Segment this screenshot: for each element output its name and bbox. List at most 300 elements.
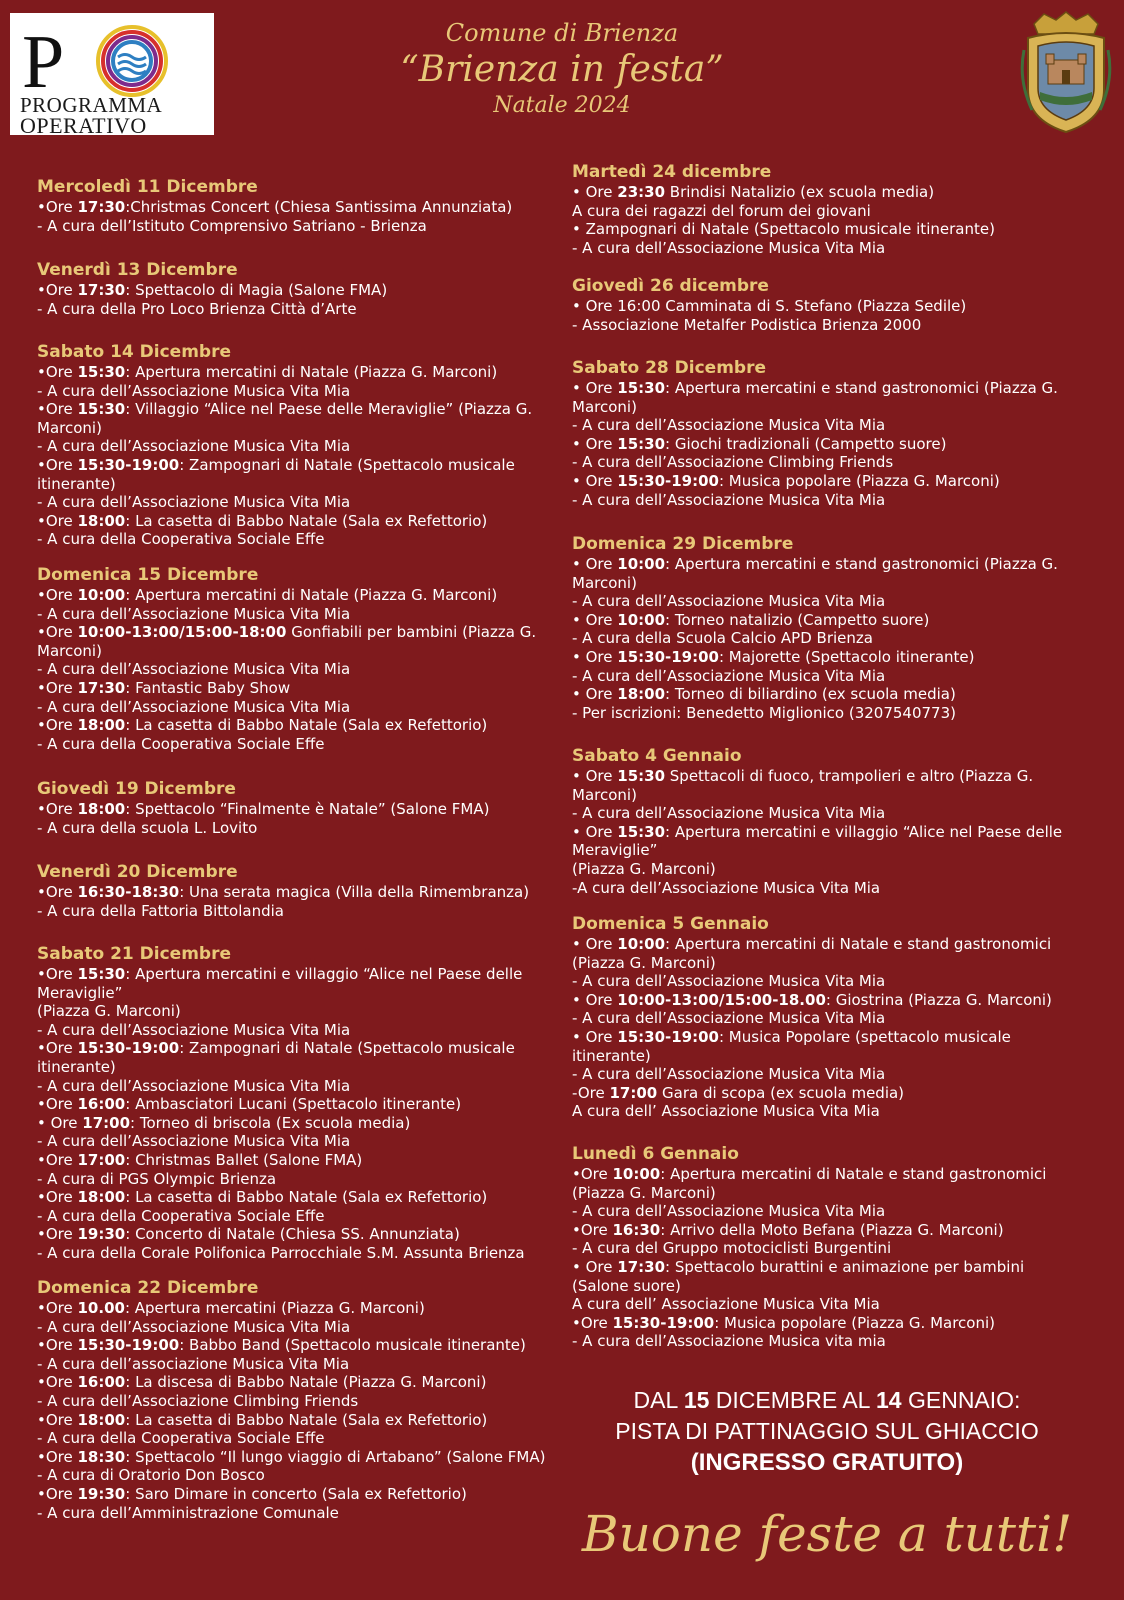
event-line xyxy=(572,704,1058,723)
banner-start-day: 15 xyxy=(683,1387,710,1413)
day-block xyxy=(37,342,532,549)
event-text: - A cura dell’Associazione Musica Vita Mia xyxy=(37,1020,351,1039)
event-line xyxy=(572,316,966,335)
event-time: 10:00 xyxy=(77,586,126,604)
event-line xyxy=(37,819,489,838)
event-line xyxy=(37,419,532,438)
day-title: Lunedì 6 Gennaio xyxy=(572,1144,739,1164)
event-time: 23:30 xyxy=(617,183,666,201)
day-title: Domenica 15 Dicembre xyxy=(37,565,259,585)
event-line xyxy=(572,1184,1046,1203)
page-header xyxy=(0,18,1124,120)
event-prefix: •Ore xyxy=(37,1095,78,1114)
event-text: - A cura del Gruppo motociclisti Burgentini xyxy=(572,1239,892,1258)
event-text: - A cura dell’Associazione Musica Vita Mia xyxy=(37,1132,351,1151)
day-block xyxy=(572,276,966,334)
event-text: - A cura dell’associazione Musica Vita Mia xyxy=(37,1354,350,1373)
event-text: Marconi) xyxy=(572,397,637,416)
event-line xyxy=(37,1411,545,1430)
event-line xyxy=(572,935,1052,954)
event-line xyxy=(572,1047,1052,1066)
event-time: 17:00 xyxy=(77,1150,126,1169)
event-line xyxy=(572,472,1058,491)
event-prefix: •Ore xyxy=(37,1336,78,1355)
event-line xyxy=(572,453,1058,472)
event-text: - A cura dell’Associazione Musica Vita Mia xyxy=(572,1009,886,1028)
event-text: : Spettacolo burattini e animazione per bambini xyxy=(665,1257,1025,1276)
event-prefix: •Ore xyxy=(572,1313,613,1332)
event-time: 15:30 xyxy=(617,379,666,397)
banner-dates-text: GENNAIO: xyxy=(901,1387,1021,1413)
event-text: - Per iscrizioni: Benedetto Miglionico (3207540773) xyxy=(572,703,956,722)
event-text: : Christmas Ballet (Salone FMA) xyxy=(125,1150,363,1169)
event-text: : Apertura mercatini e stand gastronomici (Piazza G. xyxy=(665,555,1058,573)
event-time: 19:30 xyxy=(77,1225,126,1244)
event-line xyxy=(572,648,1058,667)
event-line xyxy=(572,491,1058,510)
event-line xyxy=(572,879,1062,898)
event-text: - Associazione Metalfer Podistica Brienza 2000 xyxy=(572,315,922,334)
event-line xyxy=(572,239,995,258)
event-time: 15:30-19:00 xyxy=(612,1313,715,1332)
event-text: - A cura di PGS Olympic Brienza xyxy=(37,1169,277,1188)
event-text: (Piazza G. Marconi) xyxy=(37,1002,181,1021)
event-prefix: •Ore xyxy=(37,1150,78,1169)
event-text: : Saro Dimare in concerto (Sala ex Refettorio) xyxy=(125,1484,467,1503)
event-line xyxy=(572,1165,1046,1184)
event-time: 15:30-19:00 xyxy=(617,1027,719,1046)
event-text: (Piazza G. Marconi) xyxy=(572,953,716,972)
event-line xyxy=(37,437,532,456)
event-line xyxy=(37,1170,525,1189)
event-line xyxy=(37,586,536,605)
day-block xyxy=(572,1144,1046,1351)
event-text: : Majorette (Spettacolo itinerante) xyxy=(718,647,975,666)
event-line xyxy=(37,1077,525,1096)
day-block xyxy=(37,565,536,753)
event-text: : Concerto di Natale (Chiesa SS. Annunziata) xyxy=(125,1225,460,1244)
day-title: Domenica 22 Dicembre xyxy=(37,1278,259,1298)
event-line xyxy=(37,1207,525,1226)
day-title: Domenica 5 Gennaio xyxy=(572,914,769,934)
event-text: -A cura dell’Associazione Musica Vita Mia xyxy=(572,878,881,897)
event-text: Spettacoli di fuoco, trampolieri e altro (Piazza G. xyxy=(665,767,1034,785)
event-time: 10:00-13:00/15:00-18.00 xyxy=(617,990,826,1009)
event-text: : Musica Popolare (spettacolo musicale xyxy=(718,1027,1011,1046)
day-title: Giovedì 26 dicembre xyxy=(572,276,769,296)
event-time: 18:00 xyxy=(77,800,126,818)
event-text: : Apertura mercatini e stand gastronomici (Piazza G. xyxy=(665,379,1058,397)
event-line xyxy=(572,823,1062,842)
event-line xyxy=(37,984,525,1003)
event-line xyxy=(572,1009,1052,1028)
event-prefix: • Ore xyxy=(572,1027,618,1046)
event-time: 16:00 xyxy=(77,1373,126,1392)
event-prefix: •Ore xyxy=(37,1039,78,1058)
banner-dates xyxy=(572,1385,1082,1416)
event-time: 15:30-19:00 xyxy=(617,471,719,490)
event-line xyxy=(37,400,532,419)
event-prefix: • Ore xyxy=(572,822,618,841)
event-text: - A cura dell’Associazione Musica Vita Mia xyxy=(572,238,886,257)
event-prefix: • Ore xyxy=(572,1257,618,1276)
event-text: Brindisi Natalizio (ex scuola media) xyxy=(665,183,935,201)
event-time: 15:30-19:00 xyxy=(77,1039,180,1058)
event-text: : Musica popolare (Piazza G. Marconi) xyxy=(718,471,1000,490)
event-line xyxy=(37,512,532,531)
event-prefix: • Ore xyxy=(572,555,618,573)
event-line xyxy=(37,698,536,717)
event-line xyxy=(572,416,1058,435)
event-line xyxy=(572,1277,1046,1296)
event-text: - A cura dell’Associazione Climbing Friends xyxy=(37,1391,359,1410)
event-text: : La discesa di Babbo Natale (Piazza G. Marconi) xyxy=(125,1373,487,1392)
event-text: itinerante) xyxy=(572,1046,651,1065)
event-line xyxy=(572,972,1052,991)
event-subtitle: Natale 2024 xyxy=(493,93,631,118)
event-time: 17:30 xyxy=(617,1257,666,1276)
event-line xyxy=(37,1095,525,1114)
banner-rink: PISTA DI PATTINAGGIO SUL GHIACCIO xyxy=(615,1418,1039,1444)
event-line xyxy=(572,183,995,202)
event-time: 18:00 xyxy=(77,511,126,530)
event-line xyxy=(37,800,489,819)
event-prefix: •Ore xyxy=(572,1165,613,1183)
event-text: : Musica popolare (Piazza G. Marconi) xyxy=(714,1313,995,1332)
event-line xyxy=(572,1332,1046,1351)
event-text: : Apertura mercatini di Natale (Piazza G. Marconi) xyxy=(125,586,498,604)
banner-free-entry: (INGRESSO GRATUITO) xyxy=(690,1449,964,1476)
event-text: : Apertura mercatini e villaggio “Alice nel Paese delle xyxy=(665,822,1063,841)
event-text: - A cura della Scuola Calcio APD Brienza xyxy=(572,629,873,648)
event-line xyxy=(37,1448,545,1467)
event-line xyxy=(37,1114,525,1133)
event-text: • Ore 16:00 Camminata di S. Stefano (Piazza Sedile) xyxy=(572,297,967,315)
event-time: 16:30-18:30 xyxy=(77,883,180,901)
event-text: : Giostrina (Piazza G. Marconi) xyxy=(825,990,1052,1009)
event-line xyxy=(37,642,536,661)
event-line xyxy=(37,493,532,512)
event-text: A cura dei ragazzi del forum dei giovani xyxy=(572,201,871,220)
event-text: (Salone suore) xyxy=(572,1276,681,1295)
day-title: Mercoledì 11 Dicembre xyxy=(37,177,258,197)
event-time: 19:30 xyxy=(77,1484,126,1503)
event-prefix: •Ore xyxy=(37,678,78,697)
event-line xyxy=(572,767,1062,786)
event-text: : Torneo di briscola (Ex scuola media) xyxy=(130,1113,411,1132)
event-text: A cura dell’ Associazione Musica Vita Mia xyxy=(572,1102,880,1121)
event-line xyxy=(37,1318,545,1337)
event-text: : Apertura mercatini (Piazza G. Marconi) xyxy=(124,1299,425,1317)
event-text: : Spettacolo “Il lungo viaggio di Artabano” (Salone FMA) xyxy=(125,1447,546,1466)
event-prefix: • Ore xyxy=(572,685,618,704)
event-line xyxy=(572,1102,1052,1121)
event-line xyxy=(572,202,995,221)
event-prefix: • Ore xyxy=(572,434,618,453)
event-text: : Spettacolo di Magia (Salone FMA) xyxy=(125,281,388,299)
event-line xyxy=(572,1084,1052,1103)
event-line xyxy=(572,297,966,316)
municipality-title: Comune di Brienza xyxy=(445,19,679,47)
event-text: : Ambasciatori Lucani (Spettacolo itinerante) xyxy=(125,1095,462,1114)
event-line xyxy=(37,530,532,549)
event-text: - A cura dell’Associazione Musica Vita Mia xyxy=(37,493,351,512)
event-prefix: •Ore xyxy=(37,1447,78,1466)
event-text: itinerante) xyxy=(37,474,116,493)
event-line xyxy=(37,1039,525,1058)
event-time: 17:00 xyxy=(609,1083,658,1102)
day-block xyxy=(37,862,529,920)
event-text: - A cura della Cooperativa Sociale Effe xyxy=(37,734,325,753)
event-line xyxy=(572,860,1062,879)
event-text: - A cura dell’Associazione Musica Vita Mia xyxy=(37,1076,351,1095)
event-prefix: •Ore xyxy=(37,716,78,735)
event-line xyxy=(37,1355,545,1374)
event-text: : Spettacolo “Finalmente è Natale” (Salone FMA) xyxy=(125,800,490,818)
day-block xyxy=(572,746,1062,897)
day-title: Domenica 29 Dicembre xyxy=(572,534,794,554)
event-text: : La casetta di Babbo Natale (Sala ex Refettorio) xyxy=(125,1188,488,1207)
event-line xyxy=(37,1058,525,1077)
event-prefix: • Ore xyxy=(572,935,618,953)
event-time: 15:30-19:00 xyxy=(77,455,180,474)
event-text: - A cura dell’Associazione Musica Vita Mia xyxy=(37,1317,351,1336)
day-title: Sabato 28 Dicembre xyxy=(572,358,766,378)
event-text: - A cura della scuola L. Lovito xyxy=(37,818,258,837)
event-line xyxy=(572,574,1058,593)
event-text: - A cura dell’Associazione Musica Vita Mia xyxy=(37,697,351,716)
event-line xyxy=(572,592,1058,611)
event-line xyxy=(37,1188,525,1207)
event-text: - A cura dell’Associazione Musica Vita Mia xyxy=(572,804,886,823)
event-line xyxy=(572,667,1058,686)
event-text: - A cura dell’Associazione Musica Vita Mia xyxy=(572,972,886,991)
event-time: 10:00-13:00/15:00-18:00 xyxy=(77,623,287,642)
event-text: - A cura della Cooperativa Sociale Effe xyxy=(37,1206,325,1225)
event-line xyxy=(37,475,532,494)
event-prefix: •Ore xyxy=(572,1220,613,1239)
municipal-crest-icon xyxy=(1018,10,1114,136)
logo-line-2: OPERATIVO xyxy=(20,113,147,138)
event-line xyxy=(37,281,387,300)
event-text: - A cura della Pro Loco Brienza Città d’Arte xyxy=(37,299,357,318)
event-text: - A cura dell’Associazione Musica Vita Mia xyxy=(37,437,351,456)
event-text: (Piazza G. Marconi) xyxy=(572,1183,716,1202)
event-prefix: • Ore xyxy=(572,767,618,785)
event-text: - A cura dell’Associazione Musica Vita Mia xyxy=(37,604,351,623)
event-line xyxy=(37,382,532,401)
event-text: A cura dell’ Associazione Musica Vita Mia xyxy=(572,1295,880,1314)
event-line xyxy=(37,1504,545,1523)
event-time: 15:30 xyxy=(77,965,126,983)
event-text: - A cura dell’Associazione Musica Vita Mia xyxy=(572,1065,886,1084)
event-line xyxy=(37,300,387,319)
event-text: : Torneo di biliardino (ex scuola media) xyxy=(665,685,956,704)
day-block xyxy=(572,162,995,257)
event-text: - A cura dell’Associazione Musica Vita Mia xyxy=(572,592,886,611)
event-prefix: •Ore xyxy=(37,1410,78,1429)
event-line xyxy=(572,398,1058,417)
event-text: : Apertura mercatini di Natale e stand gastronomici xyxy=(665,935,1052,953)
event-line xyxy=(37,1002,525,1021)
event-text: : Babbo Band (Spettacolo musicale itinerante) xyxy=(179,1336,526,1355)
event-time: 10:00 xyxy=(612,1165,661,1183)
event-line xyxy=(37,623,536,642)
event-line xyxy=(572,1258,1046,1277)
event-prefix: •Ore xyxy=(37,1225,78,1244)
event-time: 18:30 xyxy=(77,1447,126,1466)
event-line xyxy=(572,1028,1052,1047)
banner-dates-text: DICEMBRE AL xyxy=(709,1387,876,1413)
event-time: 15:30-19:00 xyxy=(77,1336,180,1355)
event-line xyxy=(37,679,536,698)
event-text: : Fantastic Baby Show xyxy=(125,678,291,697)
event-text: - A cura della Fattoria Bittolandia xyxy=(37,901,284,920)
event-line xyxy=(37,902,529,921)
event-time: 15:30 xyxy=(617,767,666,785)
event-prefix: •Ore xyxy=(37,455,78,474)
day-block xyxy=(572,358,1058,509)
event-line xyxy=(37,1299,545,1318)
day-title: Sabato 21 Dicembre xyxy=(37,944,231,964)
event-line xyxy=(37,1485,545,1504)
event-line xyxy=(37,1429,545,1448)
event-text: : Una serata magica (Villa della Rimembranza) xyxy=(179,883,530,901)
event-text: : La casetta di Babbo Natale (Sala ex Refettorio) xyxy=(125,716,488,735)
event-text: Marconi) xyxy=(572,785,637,804)
event-line xyxy=(572,685,1058,704)
event-prefix: •Ore xyxy=(37,1373,78,1392)
event-time: 17:30 xyxy=(77,198,126,216)
event-prefix: • Ore xyxy=(572,610,618,629)
day-title: Martedì 24 dicembre xyxy=(572,162,772,182)
event-line xyxy=(37,716,536,735)
event-time: 15:30-19:00 xyxy=(617,647,719,666)
event-time: 10:00 xyxy=(617,555,666,573)
event-prefix: -Ore xyxy=(572,1083,610,1102)
event-text: : Zampognari di Natale (Spettacolo musicale xyxy=(179,455,515,474)
event-text: • Zampognari di Natale (Spettacolo musicale itinerante) xyxy=(572,220,995,239)
event-prefix: • Ore xyxy=(572,183,618,201)
event-text: : Giochi tradizionali (Campetto suore) xyxy=(665,434,947,453)
event-prefix: •Ore xyxy=(37,883,78,901)
banner-dates-text: DAL xyxy=(633,1387,684,1413)
event-text: : La casetta di Babbo Natale (Sala ex Refettorio) xyxy=(125,1410,488,1429)
event-text: - A cura dell’Associazione Musica Vita Mia xyxy=(37,381,351,400)
event-time: 16:00 xyxy=(77,1095,126,1114)
event-line xyxy=(37,660,536,679)
event-line xyxy=(37,965,525,984)
event-line xyxy=(572,1065,1052,1084)
event-text: : Apertura mercatini di Natale (Piazza G. Marconi) xyxy=(125,363,498,381)
day-title: Sabato 14 Dicembre xyxy=(37,342,231,362)
event-prefix: • Ore xyxy=(572,471,618,490)
event-line xyxy=(37,1021,525,1040)
event-line xyxy=(572,555,1058,574)
event-line xyxy=(37,1225,525,1244)
event-line xyxy=(572,379,1058,398)
event-text: Gonfiabili per bambini (Piazza G. xyxy=(286,623,537,642)
day-title: Sabato 4 Gennaio xyxy=(572,746,742,766)
event-text: Marconi) xyxy=(37,418,102,437)
event-text: - A cura della Cooperativa Sociale Effe xyxy=(37,530,325,549)
event-text: - A cura dell’Amministrazione Comunale xyxy=(37,1503,339,1522)
event-line xyxy=(572,1239,1046,1258)
event-line xyxy=(572,841,1062,860)
event-line xyxy=(37,198,512,217)
event-text: - A cura dell’Istituto Comprensivo Satriano - Brienza xyxy=(37,216,427,235)
event-text: - A cura dell’Associazione Climbing Friends xyxy=(572,453,894,472)
event-prefix: •Ore xyxy=(37,198,78,216)
event-line xyxy=(572,435,1058,454)
event-time: 10:00 xyxy=(617,610,666,629)
event-prefix: • Ore xyxy=(572,379,618,397)
event-text: :Christmas Concert (Chiesa Santissima Annunziata) xyxy=(125,198,513,216)
event-line xyxy=(37,1392,545,1411)
event-time: 17:00 xyxy=(82,1113,131,1132)
logo-letter: P xyxy=(22,20,65,104)
day-title: Venerdì 20 Dicembre xyxy=(37,862,238,882)
event-line xyxy=(572,804,1062,823)
event-text: - A cura della Cooperativa Sociale Effe xyxy=(37,1429,325,1448)
event-prefix: •Ore xyxy=(37,800,78,818)
event-line xyxy=(572,220,995,239)
event-prefix: •Ore xyxy=(37,586,78,604)
event-line xyxy=(572,1314,1046,1333)
event-line xyxy=(37,456,532,475)
event-text: - A cura di Oratorio Don Bosco xyxy=(37,1466,265,1485)
event-prefix: • Ore xyxy=(37,1113,83,1132)
day-block xyxy=(37,260,387,318)
event-time: 10.00 xyxy=(77,1299,125,1317)
event-time: 15:30 xyxy=(617,434,666,453)
day-block xyxy=(572,914,1052,1121)
event-line xyxy=(37,1151,525,1170)
day-block xyxy=(37,177,512,235)
event-text: (Piazza G. Marconi) xyxy=(572,859,716,878)
event-line xyxy=(572,1202,1046,1221)
event-time: 16:30 xyxy=(612,1220,661,1239)
event-text: : La casetta di Babbo Natale (Sala ex Refettorio) xyxy=(125,511,488,530)
event-prefix: •Ore xyxy=(37,511,78,530)
event-text: - A cura dell’Associazione Musica Vita Mia xyxy=(572,666,886,685)
event-prefix: •Ore xyxy=(37,1299,78,1317)
event-time: 15:30 xyxy=(77,363,126,381)
event-text: - A cura della Corale Polifonica Parrocchiale S.M. Assunta Brienza xyxy=(37,1243,525,1262)
event-line xyxy=(37,217,512,236)
event-text: Marconi) xyxy=(37,641,102,660)
event-time: 18:00 xyxy=(77,1188,126,1207)
event-time: 17:30 xyxy=(77,678,126,697)
event-text: : Apertura mercatini e villaggio “Alice nel Paese delle xyxy=(125,965,523,983)
event-line xyxy=(37,1373,545,1392)
event-prefix: • Ore xyxy=(572,990,618,1009)
event-line xyxy=(572,954,1052,973)
event-text: : Zampognari di Natale (Spettacolo musicale xyxy=(179,1039,515,1058)
event-text: - A cura dell’Associazione Musica vita mia xyxy=(572,1332,886,1351)
event-text: : Arrivo della Moto Befana (Piazza G. Marconi) xyxy=(660,1220,1004,1239)
event-line xyxy=(572,991,1052,1010)
event-prefix: •Ore xyxy=(37,400,78,419)
event-text: - A cura dell’Associazione Musica Vita Mia xyxy=(572,490,886,509)
event-time: 18:00 xyxy=(77,1410,126,1429)
banner-end-day: 14 xyxy=(876,1387,902,1413)
event-text: - A cura dell’Associazione Musica Vita Mia xyxy=(572,416,886,435)
event-text: : Torneo natalizio (Campetto suore) xyxy=(665,610,930,629)
day-block xyxy=(37,779,489,837)
event-time: 15:30 xyxy=(77,400,126,419)
event-text: - A cura dell’Associazione Musica Vita Mia xyxy=(572,1202,886,1221)
